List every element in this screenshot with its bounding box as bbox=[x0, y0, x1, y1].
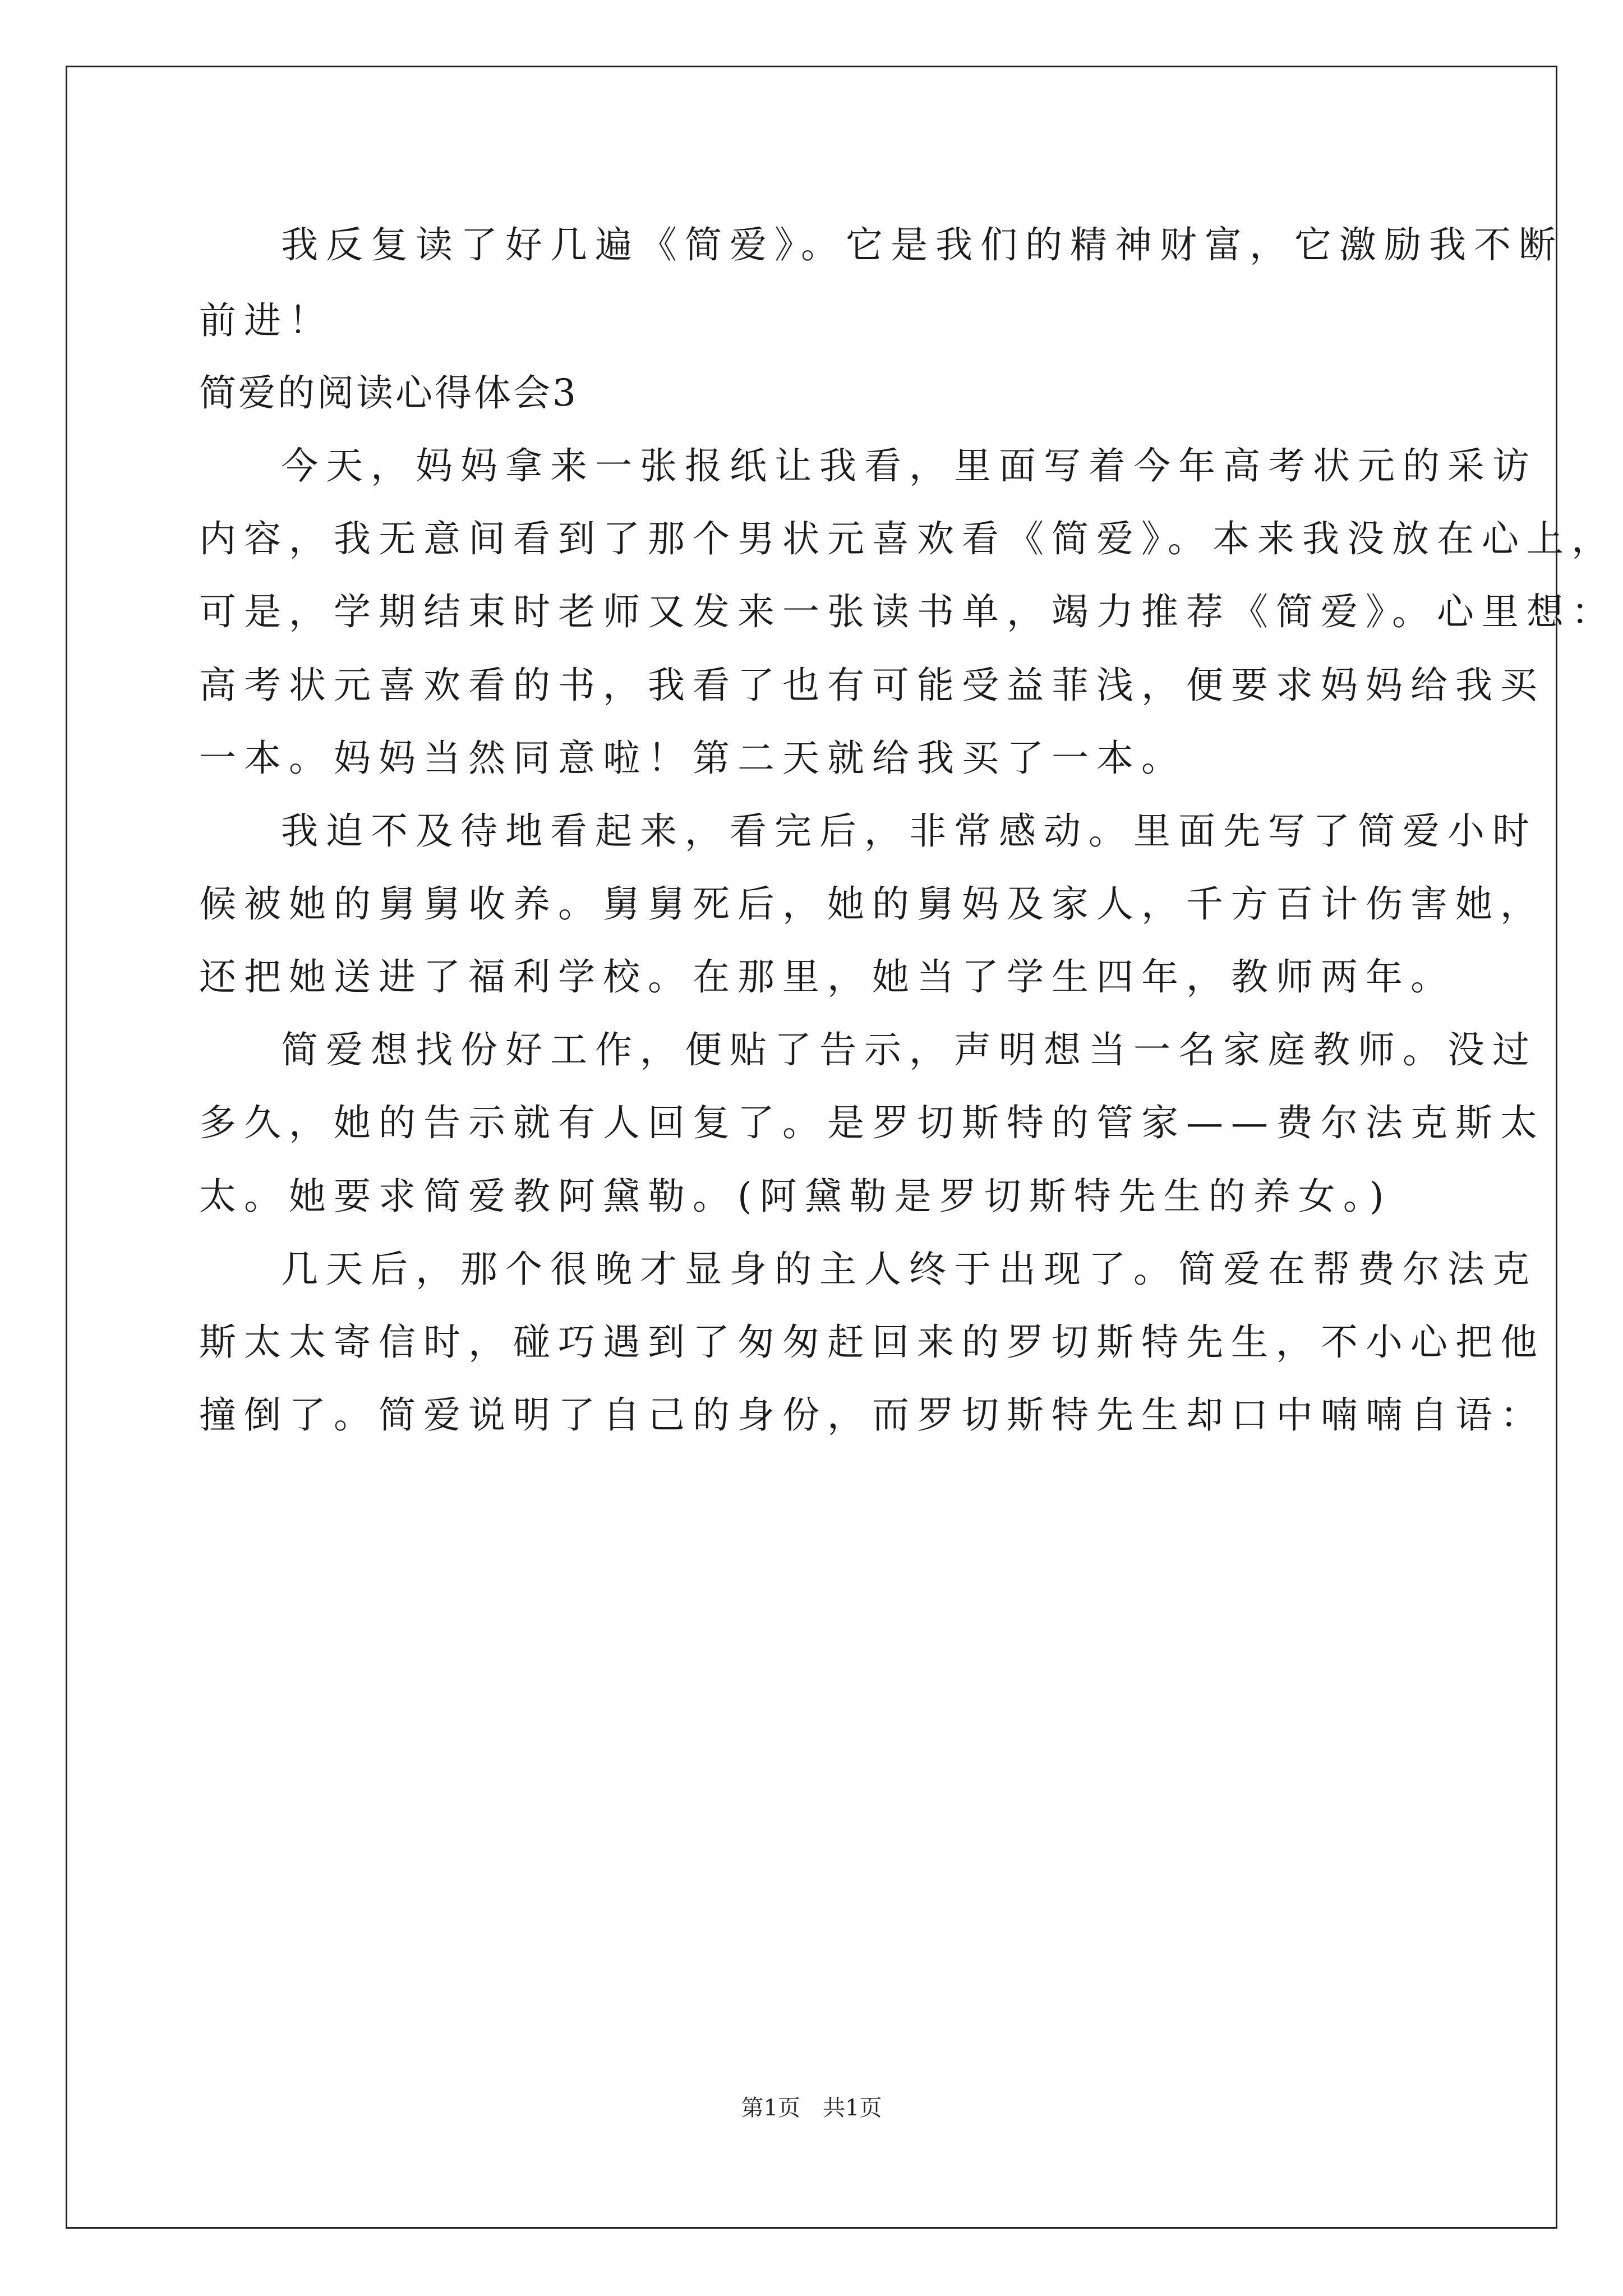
paragraph-2-line-5: 一本。妈妈当然同意啦！第二天就给我买了一本。 bbox=[199, 737, 1186, 780]
paragraph-5-line-2: 斯太太寄信时，碰巧遇到了匆匆赶回来的罗切斯特先生，不小心把他 bbox=[199, 1320, 1545, 1364]
page-total: 共1页 bbox=[823, 2095, 882, 2121]
paragraph-5-line-3: 撞倒了。简爱说明了自己的身份，而罗切斯特先生却口中喃喃自语： bbox=[199, 1393, 1545, 1437]
section-heading: 简爱的阅读心得体会3 bbox=[199, 371, 578, 415]
paragraph-1-line-2: 前进！ bbox=[199, 299, 334, 342]
paragraph-3-line-1: 我迫不及待地看起来，看完后，非常感动。里面先写了简爱小时 bbox=[281, 809, 1537, 853]
paragraph-2-line-3: 可是，学期结束时老师又发来一张读书单，竭力推荐《简爱》。心里想： bbox=[199, 590, 1616, 633]
page-footer bbox=[0, 2097, 1623, 2119]
paragraph-4-line-1: 简爱想找份好工作，便贴了告示，声明想当一名家庭教师。没过 bbox=[281, 1028, 1537, 1071]
paragraph-3-line-3: 还把她送进了福利学校。在那里，她当了学生四年，教师两年。 bbox=[199, 955, 1455, 999]
paragraph-2-line-2: 内容，我无意间看到了那个男状元喜欢看《简爱》。本来我没放在心上， bbox=[199, 517, 1616, 560]
paragraph-4-line-2: 多久，她的告示就有人回复了。是罗切斯特的管家——费尔法克斯太 bbox=[199, 1101, 1545, 1144]
paragraph-1-line-1: 我反复读了好几遍《简爱》。它是我们的精神财富，它激励我不断 bbox=[281, 223, 1564, 266]
paragraph-4-line-3: 太。她要求简爱教阿黛勒。(阿黛勒是罗切斯特先生的养女。) bbox=[199, 1175, 1392, 1218]
paragraph-5-line-1: 几天后，那个很晚才显身的主人终于出现了。简爱在帮费尔法克 bbox=[281, 1248, 1537, 1291]
paragraph-2-line-4: 高考状元喜欢看的书，我看了也有可能受益菲浅，便要求妈妈给我买 bbox=[199, 664, 1545, 707]
paragraph-3-line-2: 候被她的舅舅收养。舅舅死后，她的舅妈及家人，千方百计伤害她， bbox=[199, 882, 1545, 926]
page-number: 第1页 bbox=[741, 2095, 800, 2121]
paragraph-2-line-1: 今天，妈妈拿来一张报纸让我看，里面写着今年高考状元的采访 bbox=[281, 444, 1537, 487]
